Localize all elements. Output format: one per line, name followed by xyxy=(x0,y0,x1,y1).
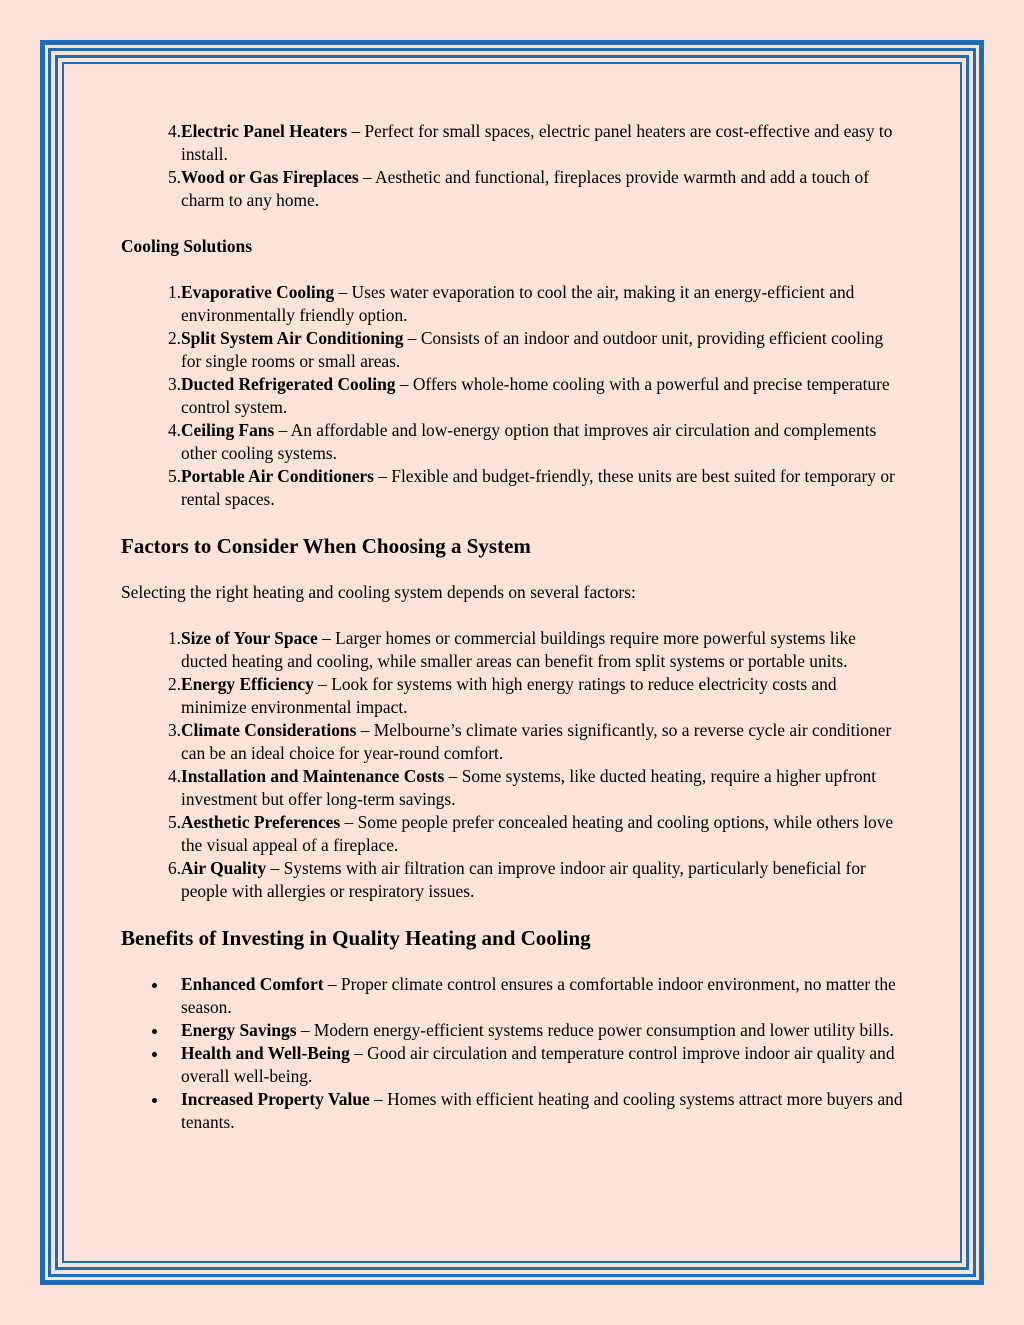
item-text: – Offers whole-home cooling with a powerful and precise temperature control system. xyxy=(181,374,890,417)
item-title: Health and Well-Being xyxy=(181,1043,350,1063)
item-text: – Look for systems with high energy ratings to reduce electricity costs and minimize environmental impact. xyxy=(181,674,837,717)
list-number: 2. xyxy=(167,328,181,348)
item-text: – Some people prefer concealed heating and cooling options, while others love the visual appeal of a fireplace. xyxy=(181,812,894,855)
item-title: Portable Air Conditioners xyxy=(181,466,374,486)
list-item xyxy=(121,373,906,419)
item-text: – Good air circulation and temperature control improve indoor air quality and overall well-being. xyxy=(181,1043,895,1086)
list-item xyxy=(121,1088,906,1134)
item-title: Size of Your Space xyxy=(181,628,318,648)
list-item xyxy=(121,627,906,673)
list-item xyxy=(121,719,906,765)
list-item xyxy=(121,857,906,903)
list-item xyxy=(121,765,906,811)
item-title: Increased Property Value xyxy=(181,1089,370,1109)
list-item xyxy=(121,281,906,327)
list-item xyxy=(121,1019,906,1042)
item-text: – Aesthetic and functional, fireplaces provide warmth and add a touch of charm to any home. xyxy=(181,167,870,210)
list-item xyxy=(121,166,906,212)
item-text: – Melbourne’s climate varies significantly, so a reverse cycle air conditioner can be an ideal choice for year-round comfort. xyxy=(181,720,892,763)
bullet-icon xyxy=(121,973,181,1019)
document-body xyxy=(121,120,906,1134)
factors-list xyxy=(121,627,906,903)
item-text: – Homes with efficient heating and cooling systems attract more buyers and tenants. xyxy=(181,1089,903,1132)
item-title: Evaporative Cooling xyxy=(181,282,335,302)
list-item xyxy=(121,120,906,166)
heating-list xyxy=(121,120,906,212)
item-text: – Proper climate control ensures a comfortable indoor environment, no matter the season. xyxy=(181,974,896,1017)
item-title: Installation and Maintenance Costs xyxy=(181,766,445,786)
list-number: 1. xyxy=(167,282,181,302)
item-title: Aesthetic Preferences xyxy=(181,812,341,832)
benefits-heading: Benefits of Investing in Quality Heating and Cooling xyxy=(121,926,591,950)
item-title: Electric Panel Heaters xyxy=(181,121,348,141)
list-number: 3. xyxy=(167,720,181,740)
factors-intro: Selecting the right heating and cooling system depends on several factors: xyxy=(121,582,636,602)
list-number: 1. xyxy=(167,628,181,648)
list-item xyxy=(121,1042,906,1088)
benefits-list xyxy=(121,973,906,1134)
factors-heading: Factors to Consider When Choosing a System xyxy=(121,534,531,558)
list-number: 4. xyxy=(167,420,181,440)
item-title: Ducted Refrigerated Cooling xyxy=(181,374,396,394)
list-number: 3. xyxy=(167,374,181,394)
item-title: Enhanced Comfort xyxy=(181,974,324,994)
item-text: – An affordable and low-energy option that improves air circulation and complements other cooling systems. xyxy=(181,420,877,463)
bullet-icon xyxy=(121,1042,181,1088)
item-text: – Modern energy-efficient systems reduce power consumption and lower utility bills. xyxy=(296,1020,894,1040)
list-item xyxy=(121,465,906,511)
bullet-icon xyxy=(121,1019,181,1042)
item-title: Air Quality xyxy=(181,858,267,878)
item-title: Energy Efficiency xyxy=(181,674,314,694)
item-text: – Larger homes or commercial buildings require more powerful systems like ducted heating and cooling, while smaller areas can benefit from split systems or portable units. xyxy=(181,628,856,671)
list-number: 5. xyxy=(167,167,181,187)
list-number: 4. xyxy=(167,766,181,786)
cooling-heading: Cooling Solutions xyxy=(121,236,252,256)
item-title: Split System Air Conditioning xyxy=(181,328,404,348)
list-item xyxy=(121,327,906,373)
cooling-list xyxy=(121,281,906,511)
item-title: Climate Considerations xyxy=(181,720,357,740)
item-text: – Flexible and budget-friendly, these units are best suited for temporary or rental spaces. xyxy=(181,466,895,509)
list-number: 6. xyxy=(167,858,181,878)
item-text: – Uses water evaporation to cool the air, making it an energy-efficient and environmentally friendly option. xyxy=(181,282,855,325)
item-text: – Perfect for small spaces, electric panel heaters are cost-effective and easy to install. xyxy=(181,121,893,164)
list-number: 5. xyxy=(167,466,181,486)
item-title: Ceiling Fans xyxy=(181,420,275,440)
item-text: – Consists of an indoor and outdoor unit, providing efficient cooling for single rooms or small areas. xyxy=(181,328,884,371)
item-title: Energy Savings xyxy=(181,1020,297,1040)
item-text: – Systems with air filtration can improve indoor air quality, particularly beneficial for people with allergies or respiratory issues. xyxy=(181,858,866,901)
item-title: Wood or Gas Fireplaces xyxy=(181,167,359,187)
bullet-icon xyxy=(121,1088,181,1134)
list-number: 5. xyxy=(167,812,181,832)
list-number: 4. xyxy=(167,121,181,141)
list-item xyxy=(121,673,906,719)
list-number: 2. xyxy=(167,674,181,694)
list-item xyxy=(121,811,906,857)
item-text: – Some systems, like ducted heating, require a higher upfront investment but offer long-term savings. xyxy=(181,766,877,809)
list-item xyxy=(121,419,906,465)
list-item xyxy=(121,973,906,1019)
